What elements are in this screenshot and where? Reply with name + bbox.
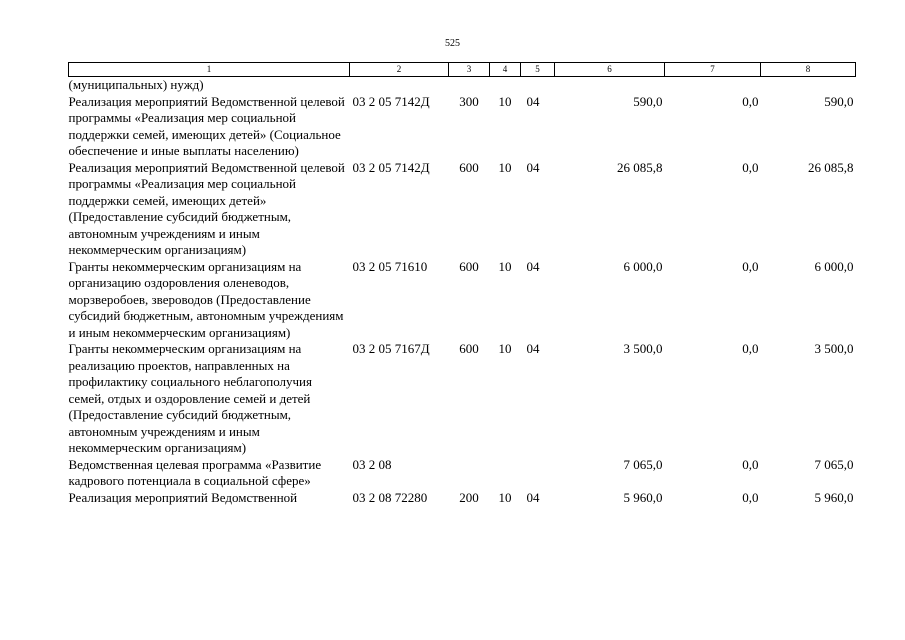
row-col-4: 10: [498, 93, 512, 109]
row-col-3: 600: [459, 159, 479, 175]
header-row: [69, 63, 856, 77]
column-header-8: 8: [761, 63, 856, 77]
row-col-7: 0,0: [742, 489, 759, 505]
row-col-7: 0,0: [742, 341, 759, 356]
row-col-8: 7 065,0: [814, 456, 854, 472]
row-code: 03 2 05 7167Д: [352, 341, 430, 356]
table-row: [69, 341, 856, 457]
row-col-8: [761, 77, 856, 94]
row-col-4: 10: [498, 258, 512, 274]
row-col-5: [521, 77, 555, 94]
row-col-6: 26 085,8: [617, 159, 663, 175]
page-number: 525: [445, 38, 460, 49]
row-col-5: 04: [526, 93, 540, 109]
column-header-2: 2: [350, 63, 449, 77]
column-header-1: 1: [69, 63, 350, 77]
row-col-5: [521, 457, 555, 490]
row-name: Ведомственная целевая программа «Развитие кадрового потенциала в социальной сфере»: [68, 456, 322, 488]
row-name: Гранты некоммерческим организациям на реализацию проектов, направленных на профилактику социального неблагополучия семей, отдых и оздоровление семей и детей (Предоставление субсидий бюджетным, автономным учреждениям и иным некоммерческим организациям): [68, 341, 312, 455]
row-col-6: 590,0: [633, 93, 663, 109]
row-name: Гранты некоммерческим организациям на организацию оздоровления оленеводов, морзверобоев, звероводов (Предоставление субсидий бюджетным, автономным учреждениям и иным некоммерческим организациям): [68, 258, 344, 340]
row-code: 03 2 08 72280: [352, 489, 428, 505]
table-row: [69, 94, 856, 160]
row-col-4: [490, 457, 521, 490]
row-col-3: 200: [459, 489, 479, 505]
table-row: [69, 457, 856, 490]
column-header-4: 4: [490, 63, 521, 77]
row-col-8: 26 085,8: [808, 159, 854, 175]
row-col-4: [490, 77, 521, 94]
row-col-8: 590,0: [824, 93, 854, 109]
row-col-6: 3 500,0: [623, 341, 663, 356]
row-col-3: 600: [459, 341, 479, 356]
row-col-5: 04: [526, 341, 540, 356]
column-header-5: 5: [521, 63, 555, 77]
budget-table: [68, 62, 856, 506]
row-col-7: [665, 77, 761, 94]
row-col-3: [449, 77, 490, 94]
row-code: 03 2 05 7142Д: [352, 159, 430, 175]
row-name: Реализация мероприятий Ведомственной целевой программы «Реализация мер социальной поддержки семей, имеющих детей» (Предоставление субсидий бюджетным, автономным учреждениям и иным некоммерческим организациям): [68, 159, 345, 257]
row-col-8: 3 500,0: [814, 341, 854, 356]
row-col-7: 0,0: [742, 159, 759, 175]
table-row: [69, 259, 856, 342]
row-col-6: [555, 77, 665, 94]
row-col-5: 04: [526, 489, 540, 505]
row-col-3: [449, 457, 490, 490]
row-code: 03 2 05 71610: [352, 258, 428, 274]
row-col-4: 10: [498, 489, 512, 505]
column-header-7: 7: [665, 63, 761, 77]
row-col-6: 5 960,0: [623, 489, 663, 505]
table-header: [69, 63, 856, 77]
row-col-7: 0,0: [742, 258, 759, 274]
row-col-3: 300: [459, 93, 479, 109]
row-col-7: 0,0: [742, 456, 759, 472]
row-col-8: 5 960,0: [814, 489, 854, 505]
row-col-7: 0,0: [742, 93, 759, 109]
row-col-4: 10: [498, 159, 512, 175]
row-col-3: 600: [459, 258, 479, 274]
row-col-6: 6 000,0: [623, 258, 663, 274]
row-name: Реализация мероприятий Ведомственной: [68, 489, 298, 505]
table-body: [69, 77, 856, 507]
row-name: Реализация мероприятий Ведомственной целевой программы «Реализация мер социальной поддержки семей, имеющих детей» (Социальное обеспечение и иные выплаты населению): [68, 93, 345, 158]
column-header-3: 3: [449, 63, 490, 77]
table-row: [69, 160, 856, 259]
row-code: 03 2 05 7142Д: [352, 93, 430, 109]
row-code: 03 2 08: [352, 456, 392, 472]
row-name: (муниципальных) нужд): [68, 77, 204, 92]
table-row: [69, 490, 856, 507]
row-col-5: 04: [526, 159, 540, 175]
table-row: [69, 77, 856, 94]
row-code: [350, 77, 449, 94]
column-header-6: 6: [555, 63, 665, 77]
row-col-5: 04: [526, 258, 540, 274]
row-col-8: 6 000,0: [814, 258, 854, 274]
row-col-4: 10: [498, 341, 512, 356]
row-col-6: 7 065,0: [623, 456, 663, 472]
